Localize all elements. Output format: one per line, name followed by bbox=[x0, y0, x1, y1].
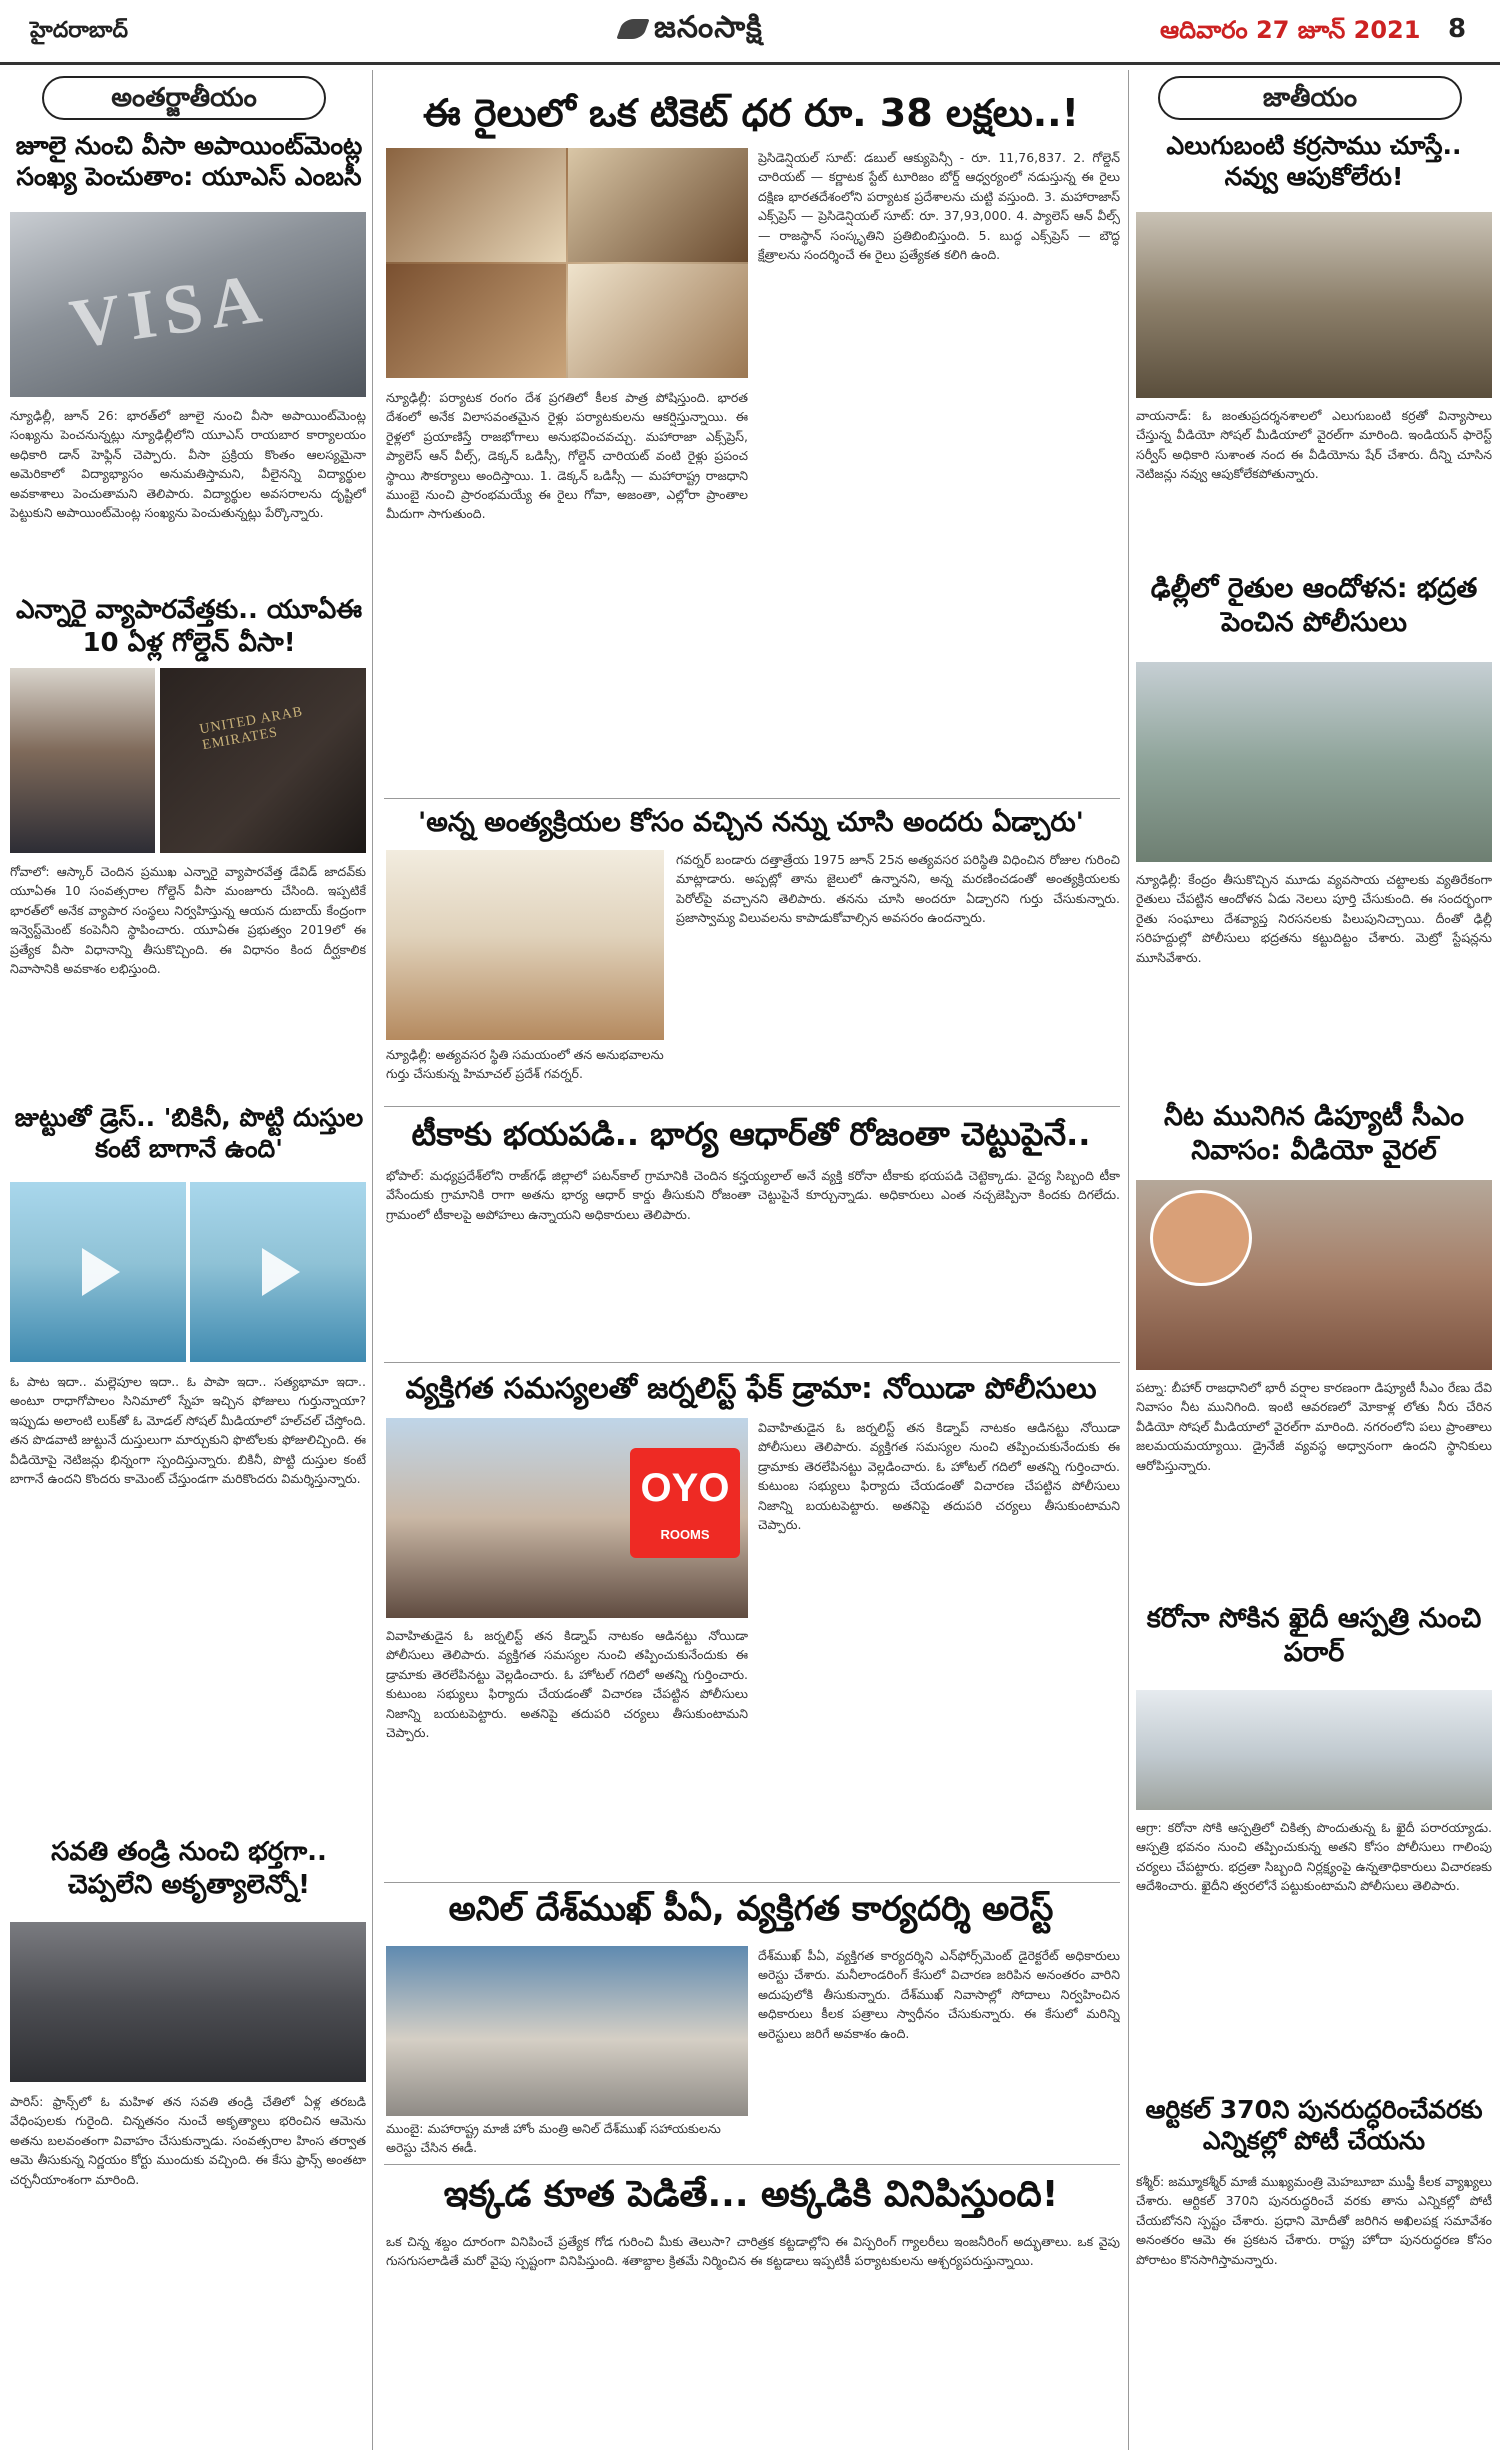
flooded-residence-photo bbox=[1136, 1180, 1492, 1370]
play-icon[interactable] bbox=[82, 1248, 120, 1296]
oyo-subtext: ROOMS bbox=[660, 1527, 710, 1542]
divider bbox=[384, 2164, 1120, 2165]
train-interior-3 bbox=[386, 264, 566, 378]
stepfather-article-body: పారిస్: ఫ్రాన్స్‌లో ఓ మహిళ తన సవతి తండ్రి చేతిలో ఏళ్ల తరబడి వేధింపులకు గురైంది. చిన్నతనం నుంచే అకృత్యాలు భరించిన ఆమెను అతను బలవంతంగా వివాహం చేసుకున్నాడు. సంవత్సరాల హింస తర్వాత ఆమె తీసుకున్న నిర్ణయం కోర్టు ముందుకు వచ్చింది. ఈ కేసు ఫ్రాన్స్ అంతటా చర్చనీయాంశంగా మారింది. bbox=[10, 2094, 366, 2187]
tree-article-body: భోపాల్: మధ్యప్రదేశ్‌లోని రాజ్‌గఢ్ జిల్లాలో పటన్‌కాల్ గ్రామానికి చెందిన కన్హయ్యలాల్ అనే వ్యక్తి కరోనా టీకాకు భయపడి చెట్టెక్కాడు. వైద్య సిబ్బంది టీకా వేసేందుకు గ్రామానికి రాగా అతను భార్య ఆధార్ కార్డు తీసుకుని రోజంతా చెట్టుపైనే కూర్చున్నాడు. అధికారులు ఎంత నచ్చజెప్పినా కిందకు దిగలేదు. గ్రామంలో టీకాలపై అపోహలు ఉన్నాయని అధికారులు తెలిపారు. bbox=[386, 1168, 1120, 1222]
journalist-article-body-left: వివాహితుడైన ఓ జర్నలిస్ట్ తన కిడ్నాప్ నాటకం ఆడినట్టు నోయిడా పోలీసులు తెలిపారు. వ్యక్తిగత సమస్యల నుంచి తప్పించుకునేందుకు ఈ డ్రామాకు తెరలేపినట్టు వెల్లడించారు. ఓ హోటల్ గదిలో అతన్ని గుర్తించారు. కుటుంబ సభ్యులు ఫిర్యాదు చేయడంతో విచారణ చేపట్టిన పోలీసులు నిజాన్ని బయటపెట్టారు. అతనిపై తదుపరి చర్యలు తీసుకుంటామని చెప్పారు. bbox=[386, 1628, 748, 1740]
divider bbox=[384, 1106, 1120, 1107]
deshmukh-photo-caption: ముంబై: మహారాష్ట్ర మాజీ హోం మంత్రి అనిల్ దేశ్‌ముఖ్ సహాయకులను అరెస్టు చేసిన ఈడీ. bbox=[386, 2121, 721, 2155]
visa-photo bbox=[10, 212, 366, 397]
delhi-barricade-photo bbox=[1136, 662, 1492, 862]
bear-headline: ఎలుగుబంటి కర్రసాము చూస్తే.. నవ్వు ఆపుకోలేరు! bbox=[1166, 131, 1462, 192]
column-divider bbox=[1128, 70, 1129, 2450]
masthead-date: ఆదివారం 27 జూన్ 2021 bbox=[1160, 16, 1421, 44]
stepfather-headline: సవతి తండ్రి నుంచి భర్తగా.. చెప్పలేని అకృత్యాలెన్నో! bbox=[51, 1837, 327, 1900]
nri-headline: ఎన్నారై వ్యాపారవేత్తకు.. యూఏఈ 10 ఏళ్ల గోల్డెన్ వీసా! bbox=[15, 595, 363, 658]
leader-article-body: గవర్నర్ బండారు దత్తాత్రేయ 1975 జూన్ 25న అత్యవసర పరిస్థితి విధించిన రోజుల గురించి మాట్లాడారు. అప్పట్లో తాను జైలులో ఉన్నానని, అన్న మరణించడంతో అంత్యక్రియలకు పెరోల్‌పై వచ్చానని తెలిపారు. తనను చూసి అందరూ ఏడ్చారని గుర్తు చేసుకున్నారు. ప్రజాస్వామ్య విలువలను కాపాడుకోవాల్సిన అవసరం ఉందన్నారు. bbox=[676, 852, 1120, 926]
deshmukh-press-photo bbox=[386, 1946, 748, 2116]
stepfather-story-photo bbox=[10, 1922, 366, 2082]
train-interior-1 bbox=[386, 148, 566, 262]
nri-businessman-photo bbox=[10, 668, 155, 853]
divider bbox=[384, 798, 1120, 799]
play-icon[interactable] bbox=[262, 1248, 300, 1296]
column-divider bbox=[372, 70, 373, 2450]
visa-article-body: న్యూఢిల్లీ, జూన్ 26: భారత్‌లో జూలై నుంచి వీసా అపాయింట్‌మెంట్ల సంఖ్యను పెంచనున్నట్లు న్యూఢిల్లీలోని యూఎస్ రాయబార కార్యాలయం అధికారి డాన్ హెఫ్లిన్ చెప్పారు. వీసా ప్రక్రియ కొంతం ఆలస్యమైనా అమెరికాలో విద్యాభ్యాసం అనుమతిస్తామని, వీలైనన్ని విద్యార్థుల అవకాశాలు పెంచుతామని తెలిపారు. విద్యార్థుల అవసరాలను దృష్టిలో పెట్టుకుని అపాయింట్‌మెంట్ల సంఖ్యను పెంచుతున్నట్లు పేర్కొన్నారు. bbox=[10, 408, 366, 520]
leader-photo-caption: న్యూఢిల్లీ: అత్యవసర స్థితి సమయంలో తన అనుభవాలను గుర్తు చేసుకున్న హిమాచల్ ప్రదేశ్ గవర్నర్. bbox=[386, 1047, 664, 1081]
prisoner-headline: కరోనా సోకిన ఖైదీ ఆస్పత్రి నుంచి పరార్ bbox=[1146, 1603, 1482, 1668]
governor-photo bbox=[386, 850, 664, 1040]
feather-icon bbox=[616, 19, 649, 39]
uae-passport-photo bbox=[160, 668, 366, 853]
model-photo-2 bbox=[190, 1182, 366, 1362]
train-interior-4 bbox=[568, 264, 748, 378]
deshmukh-article-body: దేశ్‌ముఖ్ పీఏ, వ్యక్తిగత కార్యదర్శిని ఎన్‌ఫోర్స్‌మెంట్ డైరెక్టరేట్ అధికారులు అరెస్టు చేశారు. మనీలాండరింగ్ కేసులో విచారణ జరిపిన అనంతరం వారిని అదుపులోకి తీసుకున్నారు. దేశ్‌ముఖ్ నివాసాల్లో సోదాలు నిర్వహించిన అధికారులు కీలక పత్రాలు స్వాధీనం చేసుకున్నారు. ఈ కేసులో మరిన్ని అరెస్టులు జరిగే అవకాశం ఉంది. bbox=[758, 1948, 1120, 2041]
oyo-text: OYO bbox=[640, 1466, 730, 1510]
flood-headline: నీట మునిగిన డిప్యూటీ సీఎం నివాసం: వీడియో వైరల్ bbox=[1164, 1101, 1464, 1166]
train-interior-2 bbox=[568, 148, 748, 262]
divider bbox=[384, 1362, 1120, 1363]
bikini-article-body: ఓ పాట ఇదా.. మల్లెపూల ఇదా.. ఓ పాపా ఇదా.. సత్యభామా ఇదా.. అంటూ రాధాగోపాలం సినిమాలో స్నేహ ఇచ్చిన ఫోజులు గుర్తున్నాయా? ఇప్పుడు అలాంటి లుక్‌తో ఓ మోడల్ సోషల్ మీడియాలో హల్‌చల్ చేస్తోంది. తన పొడవాటి జుట్టునే దుస్తులుగా మార్చుకుని ఫొటోలకు ఫోజులిచ్చింది. ఈ వీడియోపై నెటిజన్లు భిన్నంగా స్పందిస్తున్నారు. బికినీ, పొట్టి దుస్తుల కంటే బాగానే ఉందని కొందరు కామెంట్ చేస్తుండగా మరికొందరు విమర్శిస్తున్నారు. bbox=[10, 1374, 366, 1486]
visa-headline: జూలై నుంచి వీసా అపాయింట్‌మెంట్ల సంఖ్య పెంచుతాం: యూఎస్ ఎంబసీ bbox=[15, 131, 363, 192]
visa-photo-text: VISA bbox=[65, 259, 274, 364]
bear-article-body: వాయనాడ్: ఓ జంతుప్రదర్శనశాలలో ఎలుగుబంటి కర్రతో విన్యాసాలు చేస్తున్న వీడియో సోషల్ మీడియాలో వైరల్‌గా మారింది. ఇండియన్ ఫారెస్ట్ సర్వీస్ అధికారి సుశాంత నంద ఈ వీడియోను షేర్ చేశారు. దీన్ని చూసిన నెటిజన్లు నవ్వు ఆపుకోలేకపోతున్నారు. bbox=[1136, 408, 1492, 482]
passport-text: UNITED ARAB EMIRATES bbox=[198, 704, 305, 754]
divider bbox=[384, 1882, 1120, 1883]
journalist-article-body-right: వివాహితుడైన ఓ జర్నలిస్ట్ తన కిడ్నాప్ నాటకం ఆడినట్టు నోయిడా పోలీసులు తెలిపారు. వ్యక్తిగత సమస్యల నుంచి తప్పించుకునేందుకు ఈ డ్రామాకు తెరలేపినట్టు వెల్లడించారు. ఓ హోటల్ గదిలో అతన్ని గుర్తించారు. కుటుంబ సభ్యులు ఫిర్యాదు చేయడంతో విచారణ చేపట్టిన పోలీసులు నిజాన్ని బయటపెట్టారు. అతనిపై తదుపరి చర్యలు తీసుకుంటామని చెప్పారు. bbox=[758, 1420, 1120, 1532]
tree-headline: టీకాకు భయపడి.. భార్య ఆధార్‌తో రోజంతా చెట్టుపైనే.. bbox=[411, 1115, 1091, 1153]
oyo-logo bbox=[630, 1448, 740, 1558]
deputy-cm-inset-photo bbox=[1150, 1190, 1252, 1286]
whisper-article-body: ఒక చిన్న శబ్దం దూరంగా వినిపించే ప్రత్యేక గోడ గురించి మీకు తెలుసా? చారిత్రక కట్టడాల్లోని ఈ విస్పరింగ్ గ్యాలరీలు ఇంజనీరింగ్ అద్భుతాలు. ఒక వైపు గుసగుసలాడితే మరో వైపు స్పష్టంగా వినిపిస్తుంది. శతాబ్దాల క్రితమే నిర్మించిన ఈ కట్టడాలు ఇప్పటికీ పర్యాటకులను ఆశ్చర్యపరుస్తున్నాయి. bbox=[386, 2234, 1120, 2269]
train-article-body-left: న్యూఢిల్లీ: పర్యాటక రంగం దేశ ప్రగతిలో కీలక పాత్ర పోషిస్తుంది. భారత దేశంలో అనేక విలాసవంతమైన రైళ్లు పర్యాటకులను ఆకర్షిస్తున్నాయి. ఈ రైళ్లలో ప్రయాణిస్తే రాజభోగాలు అనుభవించవచ్చు. మహారాజా ఎక్స్‌ప్రెస్, ప్యాలెస్ ఆన్ వీల్స్, డెక్కన్ ఒడిస్సీ, గోల్డెన్ చారియట్ వంటి రైళ్లు ప్రపంచ స్థాయి సౌకర్యాలు అందిస్తాయి. 1. డెక్కన్ ఒడిస్సీ — మహారాష్ట్ర రాజధాని ముంబై నుంచి ప్రారంభమయ్యే ఈ రైలు గోవా, అజంతా, ఎల్లోరా ప్రాంతాల మీదుగా సాగుతుంది. bbox=[386, 390, 748, 522]
bear-photo bbox=[1136, 212, 1492, 398]
masthead-city: హైదరాబాద్ bbox=[30, 18, 128, 43]
prisoner-article-body: ఆగ్రా: కరోనా సోకి ఆస్పత్రిలో చికిత్స పొందుతున్న ఓ ఖైదీ పరారయ్యాడు. ఆస్పత్రి భవనం నుంచి తప్పించుకున్న అతని కోసం పోలీసులు గాలింపు చర్యలు చేపట్టారు. భద్రతా సిబ్బంది నిర్లక్ష్యంపై ఉన్నతాధికారులు విచారణకు ఆదేశించారు. ఖైదీని త్వరలోనే పట్టుకుంటామని పోలీసులు తెలిపారు. bbox=[1136, 1820, 1492, 1894]
luxury-train-photo bbox=[386, 148, 748, 378]
section-label-national: జాతీయం bbox=[1158, 76, 1462, 120]
whisper-headline: ఇక్కడ కూత పెడితే... అక్కడికి వినిపిస్తుంది! bbox=[443, 2174, 1059, 2215]
delhi-headline: ఢిల్లీలో రైతుల ఆందోళన: భద్రత పెంచిన పోలీసులు bbox=[1150, 573, 1478, 638]
deshmukh-headline: అనిల్ దేశ్‌ముఖ్ పీఏ, వ్యక్తిగత కార్యదర్శి అరెస్ట్ bbox=[448, 1889, 1054, 1929]
train-article-body-right: ప్రెసిడెన్షియల్ సూట్: డబుల్ ఆక్యుపెన్సీ - రూ. 11,76,837. 2. గోల్డెన్ చారియట్ — కర్ణాటక స్టేట్ టూరిజం బోర్డ్ ఆధ్వర్యంలో నడుస్తున్న ఈ రైలు దక్షిణ భారతదేశంలోని పర్యాటక ప్రదేశాలను చుట్టి వస్తుంది. 3. మహారాజాస్ ఎక్స్‌ప్రెస్ — ప్రెసిడెన్షియల్ సూట్: రూ. 37,93,000. 4. ప్యాలెస్ ఆన్ వీల్స్ — రాజస్థాన్ సంస్కృతిని ప్రతిబింబిస్తుంది. 5. బుద్ధ ఎక్స్‌ప్రెస్ — బౌద్ధ క్షేత్రాలను సందర్శించే ఈ రైలు ప్రత్యేకత కలిగి ఉంది. bbox=[758, 150, 1120, 262]
newspaper-logo bbox=[620, 10, 763, 52]
flood-article-body: పట్నా: బీహార్ రాజధానిలో భారీ వర్షాల కారణంగా డిప్యూటీ సీఎం రేణు దేవి నివాసం నీట మునిగింది. ఇంటి ఆవరణలో మోకాళ్ల లోతు నీరు చేరిన వీడియో సోషల్ మీడియాలో వైరల్‌గా మారింది. నగరంలోని పలు ప్రాంతాలు జలమయమయ్యాయి. డ్రైనేజీ వ్యవస్థ అధ్వానంగా ఉందని స్థానికులు ఆరోపిస్తున్నారు. bbox=[1136, 1380, 1492, 1473]
page-number: 8 bbox=[1448, 14, 1467, 44]
journalist-couple-photo bbox=[386, 1418, 748, 1618]
nri-article-body: గోవాలో: ఆస్కార్ చెందిన ప్రముఖ ఎన్నారై వ్యాపారవేత్త డేవిడ్ జాదవ్‌కు యూఏఈ 10 సంవత్సరాల గోల్డెన్ వీసా మంజూరు చేసింది. ఇప్పటికే భారత్‌లో అనేక వ్యాపార సంస్థలు నిర్వహిస్తున్న ఆయన దుబాయ్ కేంద్రంగా ఇన్వెస్ట్‌మెంట్ కంపెనీని స్థాపించారు. యూఏఈ ప్రభుత్వం 2019లో ఈ ప్రత్యేక వీసా విధానాన్ని తీసుకొచ్చింది. ఈ విధానం కింద దీర్ఘకాలిక నివాసానికి అవకాశం లభిస్తుంది. bbox=[10, 864, 366, 976]
article370-headline: ఆర్టికల్ 370ని పునరుద్ధరించేవరకు ఎన్నికల్లో పోటీ చేయను bbox=[1145, 2095, 1483, 2156]
journalist-headline: వ్యక్తిగత సమస్యలతో జర్నలిస్ట్ ఫేక్ డ్రామా: నోయిడా పోలీసులు bbox=[405, 1371, 1097, 1405]
bikini-headline: జుట్టుతో డ్రెస్.. 'బికినీ, పొట్టి దుస్తుల కంటే బాగానే ఉంది' bbox=[14, 1103, 364, 1164]
delhi-article-body: న్యూఢిల్లీ: కేంద్రం తీసుకొచ్చిన మూడు వ్యవసాయ చట్టాలకు వ్యతిరేకంగా రైతులు చేపట్టిన ఆందోళన ఏడు నెలలు పూర్తి చేసుకుంది. ఈ సందర్భంగా రైతు సంఘాలు దేశవ్యాప్త నిరసనలకు పిలుపునిచ్చాయి. దీంతో ఢిల్లీ సరిహద్దుల్లో పోలీసులు భద్రతను కట్టుదిట్టం చేశారు. మెట్రో స్టేషన్లను మూసివేశారు. bbox=[1136, 872, 1492, 965]
logo-text: జనంసాక్షి bbox=[654, 10, 763, 45]
train-headline: ఈ రైలులో ఒక టికెట్ ధర రూ. 38 లక్షలు..! bbox=[423, 91, 1079, 135]
leader-headline: 'అన్న అంత్యక్రియల కోసం వచ్చిన నన్ను చూసి అందరు ఏడ్చారు' bbox=[418, 807, 1084, 838]
section-label-international: అంతర్జాతీయం bbox=[42, 76, 326, 120]
model-photo-1 bbox=[10, 1182, 186, 1362]
article370-article-body: కశ్మీర్: జమ్మూకశ్మీర్ మాజీ ముఖ్యమంత్రి మెహబూబా ముఫ్తీ కీలక వ్యాఖ్యలు చేశారు. ఆర్టికల్ 370ని పునరుద్ధరించే వరకు తాను ఎన్నికల్లో పోటీ చేయబోనని స్పష్టం చేశారు. ప్రధాని మోదీతో జరిగిన అఖిలపక్ష సమావేశం అనంతరం ఆమె ఈ ప్రకటన చేశారు. రాష్ట్ర హోదా పునరుద్ధరణ కోసం పోరాటం కొనసాగిస్తామన్నారు. bbox=[1136, 2174, 1492, 2267]
hospital-photo bbox=[1136, 1690, 1492, 1810]
